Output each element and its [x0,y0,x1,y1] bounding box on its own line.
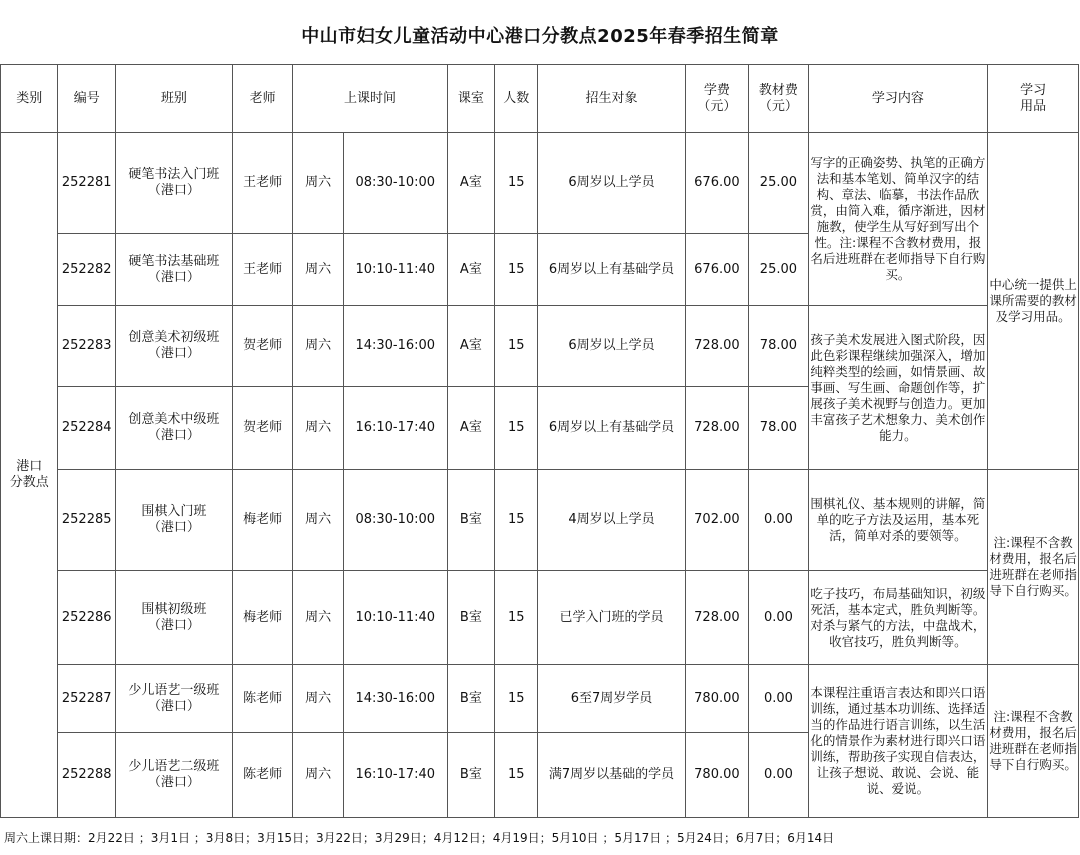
class-cell [115,733,232,818]
fee-cell: 728.00 [685,387,749,470]
header-supplies-line2: 用品 [1020,98,1047,114]
material-cell: 25.00 [749,133,808,234]
day-cell: 周六 [293,733,343,818]
room-cell: A室 [447,306,494,387]
material-cell: 0.00 [749,571,808,665]
material-cell: 0.00 [749,733,808,818]
target-cell: 6周岁以上学员 [538,306,685,387]
material-cell: 0.00 [749,470,808,571]
class-name: 少儿语艺一级班 [128,682,220,698]
fee-cell: 702.00 [685,470,749,571]
header-fee-line1: 学费 [703,82,730,98]
table-row [1,306,1079,387]
page-title: 中山市妇女儿童活动中心港口分教点2025年春季招生简章 [301,26,779,47]
teacher-cell: 王老师 [232,133,293,234]
class-dates-footer: 周六上课日期：2月22日 ；3月1日 ；3月8日；3月15日；3月22日；3月29日；4月12日；4月19日；5月10日 ；5月17日 ；5月24日；6月7日；6月14日 [4,831,835,845]
time-cell: 10:10-11:40 [343,571,447,665]
class-cell [115,387,232,470]
category-cell [1,133,58,818]
teacher-cell: 陈老师 [232,665,293,733]
teacher-cell: 梅老师 [232,571,293,665]
room-cell: A室 [447,387,494,470]
count-cell: 15 [495,387,538,470]
header-room: 课室 [447,65,494,133]
target-cell: 4周岁以上学员 [538,470,685,571]
time-cell: 10:10-11:40 [343,234,447,306]
class-cell [115,133,232,234]
header-time: 上课时间 [293,65,447,133]
class-name: 创意美术中级班 [128,412,220,427]
code-cell: 252285 [58,470,115,571]
class-name: 硬笔书法基础班 [128,253,220,269]
header-content: 学习内容 [808,65,987,133]
time-cell: 16:10-17:40 [343,387,447,470]
class-sub: （港口） [147,183,200,198]
count-cell: 15 [495,234,538,306]
class-sub: （港口） [147,520,200,535]
class-sub: （港口） [147,428,200,443]
fee-cell: 728.00 [685,571,749,665]
day-cell: 周六 [293,133,343,234]
room-cell: A室 [447,234,494,306]
content-go-beginner: 吃子技巧，布局基础知识，初级死活，基本定式，胜负判断等。对杀与紧气的方法，中盘战术，收官技巧，胜负判断等。 [808,571,987,665]
teacher-cell: 贺老师 [232,387,293,470]
class-sub: （港口） [147,698,200,714]
fee-cell: 728.00 [685,306,749,387]
class-cell [115,306,232,387]
room-cell: B室 [447,665,494,733]
header-supplies [988,65,1079,133]
target-cell: 6周岁以上学员 [538,133,685,234]
target-cell: 6周岁以上有基础学员 [538,234,685,306]
teacher-cell: 王老师 [232,234,293,306]
day-cell: 周六 [293,234,343,306]
class-sub: （港口） [147,346,200,361]
code-cell: 252281 [58,133,115,234]
table-row [1,470,1079,571]
count-cell: 15 [495,733,538,818]
day-cell: 周六 [293,470,343,571]
count-cell: 15 [495,470,538,571]
count-cell: 15 [495,133,538,234]
time-cell: 14:30-16:00 [343,306,447,387]
room-cell: B室 [447,571,494,665]
room-cell: B室 [447,733,494,818]
header-fee-line2: （元） [697,98,737,114]
teacher-cell: 梅老师 [232,470,293,571]
time-cell: 14:30-16:00 [343,665,447,733]
class-name: 围棋入门班 [141,504,207,519]
day-cell: 周六 [293,665,343,733]
teacher-cell: 贺老师 [232,306,293,387]
target-cell: 满7周岁以基础的学员 [538,733,685,818]
count-cell: 15 [495,306,538,387]
class-cell [115,470,232,571]
code-cell: 252283 [58,306,115,387]
header-row [1,65,1079,133]
target-cell: 6至7周岁学员 [538,665,685,733]
supplies-group3: 注:课程不含教材费用，报名后进班群在老师指导下自行购买。 [988,665,1079,818]
header-code: 编号 [58,65,115,133]
content-go-intro: 围棋礼仪、基本规则的讲解，简单的吃子方法及运用，基本死活，简单对杀的要领等。 [808,470,987,571]
header-fee [685,65,749,133]
day-cell: 周六 [293,306,343,387]
category-line2: 分教点 [9,475,49,490]
supplies-group1: 中心统一提供上课所需要的教材及学习用品。 [988,133,1079,470]
fee-cell: 676.00 [685,133,749,234]
header-supplies-line1: 学习 [1020,82,1047,98]
table-row [1,133,1079,234]
content-art: 孩子美术发展进入图式阶段，因此色彩课程继续加强深入，增加纯粹类型的绘画，如情景画、故事画、写生画、命题创作等，扩展孩子美术视野与创造力。更加丰富孩子艺术想象力、美术创作能力。 [808,306,987,470]
header-class: 班别 [115,65,232,133]
content-calligraphy: 写字的正确姿势、执笔的正确方法和基本笔划、简单汉字的结构、章法、临摹，书法作品欣赏，由简入难，循序渐进，因材施教，使学生从写好到写出个性。注:课程不含教材费用，报名后进班群在老师指导下自行购买。 [808,133,987,306]
material-cell: 78.00 [749,387,808,470]
class-sub: （港口） [147,617,200,633]
room-cell: A室 [447,133,494,234]
class-name: 创意美术初级班 [128,330,220,345]
class-name: 硬笔书法入门班 [128,167,220,182]
code-cell: 252282 [58,234,115,306]
class-cell [115,571,232,665]
target-cell: 已学入门班的学员 [538,571,685,665]
code-cell: 252286 [58,571,115,665]
header-material-line2: （元） [758,98,798,114]
time-cell: 16:10-17:40 [343,733,447,818]
header-material [749,65,808,133]
category-line1: 港口 [16,459,43,474]
supplies-group2: 注:课程不含教材费用，报名后进班群在老师指导下自行购买。 [988,470,1079,665]
header-target: 招生对象 [538,65,685,133]
fee-cell: 780.00 [685,733,749,818]
code-cell: 252287 [58,665,115,733]
content-speech: 本课程注重语言表达和即兴口语训练，通过基本功训练、选择适当的作品进行语言训练，以生活化的情景作为素材进行即兴口语训练，帮助孩子实现自信表达，让孩子想说、敢说、会说、能说、爱说。 [808,665,987,818]
day-cell: 周六 [293,571,343,665]
header-category: 类别 [1,65,58,133]
code-cell: 252284 [58,387,115,470]
count-cell: 15 [495,665,538,733]
time-cell: 08:30-10:00 [343,133,447,234]
class-cell [115,234,232,306]
teacher-cell: 陈老师 [232,733,293,818]
class-cell [115,665,232,733]
class-sub: （港口） [147,775,200,790]
room-cell: B室 [447,470,494,571]
material-cell: 25.00 [749,234,808,306]
count-cell: 15 [495,571,538,665]
class-name: 围棋初级班 [141,601,207,617]
table-row [1,665,1079,733]
class-name: 少儿语艺二级班 [128,759,220,774]
header-material-line1: 教材费 [758,82,798,98]
time-cell: 08:30-10:00 [343,470,447,571]
target-cell: 6周岁以上有基础学员 [538,387,685,470]
code-cell: 252288 [58,733,115,818]
schedule-table [0,64,1079,818]
header-count: 人数 [495,65,538,133]
material-cell: 0.00 [749,665,808,733]
fee-cell: 676.00 [685,234,749,306]
fee-cell: 780.00 [685,665,749,733]
day-cell: 周六 [293,387,343,470]
header-teacher: 老师 [232,65,293,133]
class-sub: （港口） [147,269,200,285]
material-cell: 78.00 [749,306,808,387]
table-row [1,571,1079,665]
